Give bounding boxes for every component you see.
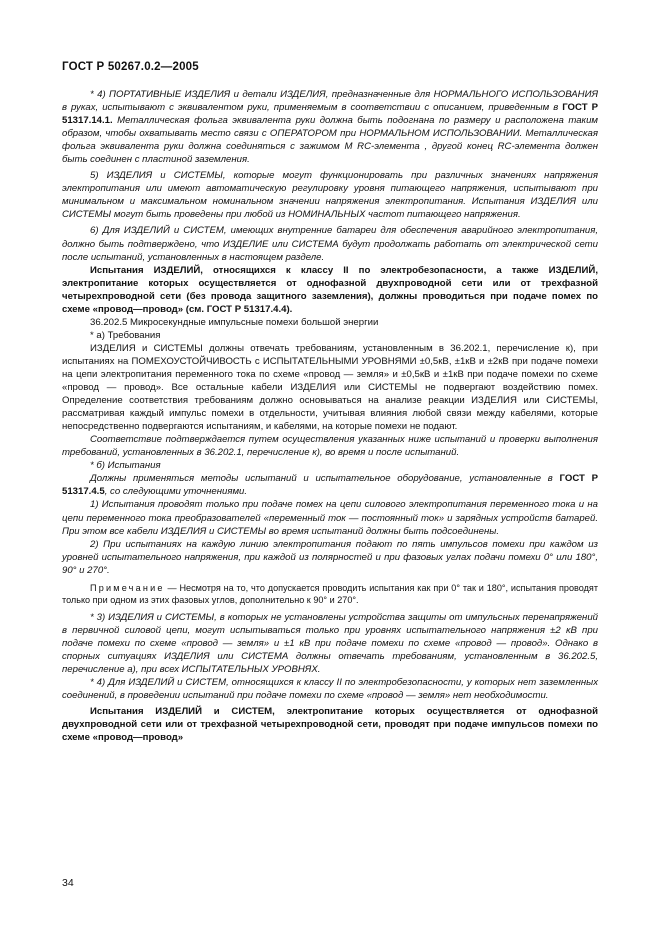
- paragraph-internal-batteries: 6) Для ИЗДЕЛИЙ и СИСТЕМ, имеющих внутренние батареи для обеспечения аварийного электропитания, должно быть подтверждено, что ИЗДЕЛИЕ или СИСТЕМА будут продолжать работать от электрической сети после испытаний, установленных в настоящем разделе.: [62, 225, 598, 263]
- section-heading-surge: 36.202.5 Микросекундные импульсные помехи большой энергии: [90, 316, 379, 328]
- text-segment: * 4) ПОРТАТИВНЫЕ ИЗДЕЛИЯ и детали ИЗДЕЛИЯ, предназначенные для НОРМАЛЬНОГО ИСПОЛЬЗОВАНИЯ в руках, испытывают с эквивалентом руки, применяемым в соответствии с описанием, приведенным в: [62, 89, 598, 114]
- page-number: 34: [62, 877, 74, 889]
- page-body: [62, 88, 598, 744]
- subheading-tests: * б) Испытания: [90, 460, 161, 472]
- paragraph-compliance: Соответствие подтверждается путем осуществления указанных ниже испытаний и проверки выполнения требований, установленных в 36.202.1, перечисление к), во время и после испытаний.: [62, 434, 598, 459]
- paragraph-test-item-2: 2) При испытаниях на каждую линию электропитания подают по пять импульсов помехи при каждом из уровней испытательного напряжения, при каждой из полярностей и при фазовых углах подачи помехи 0° или 180°, 90° и 270°.: [62, 538, 598, 576]
- paragraph-class-ii-tests: Испытания ИЗДЕЛИЙ, относящихся к классу II по электробезопасности, а также ИЗДЕЛИЙ, электропитание которых осуществляется от однофазной двухпроводной сети или от трехфазной четырехпроводной сети (без провода защитного заземления), должны проводиться при подаче помех по схеме «провод—провод» (см. ГОСТ Р 51317.4.4).: [62, 264, 598, 315]
- document-header: ГОСТ Р 50267.0.2—2005: [62, 61, 199, 73]
- standard-reference: ГОСТ Р 51317.14.1.: [62, 102, 598, 127]
- standard-reference: ГОСТ Р 51317.4.5: [62, 473, 598, 498]
- paragraph-requirements: ИЗДЕЛИЯ и СИСТЕМЫ должны отвечать требованиям, установленным в 36.202.1, перечисление к), при испытаниях на ПОМЕХОУСТОЙЧИВОСТЬ с ИСПЫТАТЕЛЬНЫМИ УРОВНЯМИ ±0,5кВ, ±1кВ и ±2кВ при подаче помехи на цепи электропитания переменного тока по схеме «провод — земля» и ±0,5кВ и ±1кВ при подаче помехи по схеме «провод — провод». Все остальные кабели ИЗДЕЛИЯ или СИСТЕМЫ не подвергают воздействию помех. Определение соответствия требованиям должно основываться на анализе реакции ИЗДЕЛИЯ или СИСТЕМЫ, рассматривая каждый импульс помехи в отдельности, учитывая влияния любой связи между кабелями, которые непосредственно подвергаются испытаниям, и кабелями, на которые помехи не подают.: [62, 342, 598, 433]
- paragraph-portable-devices: [62, 88, 598, 166]
- paragraph-voltage-variation: 5) ИЗДЕЛИЯ и СИСТЕМЫ, которые могут функционировать при различных значениях напряжения электропитания или имеют автоматическую регулировку уровня питающего напряжения, испытывают при минимальном и максимальном номинальном значении напряжения электропитания. Испытания ИЗДЕЛИЯ или СИСТЕМЫ могут быть проведены при любой из НОМИНАЛЬНЫХ частот питающего напряжения.: [62, 170, 598, 221]
- text-segment: Металлическая фольга эквивалента руки должна быть подогнана по размеру и расположена таким образом, чтобы охватывать место связи с ОПЕРАТОРОМ при НОРМАЛЬНОМ ИСПОЛЬЗОВАНИИ. Металлическая фольга эквивалента руки должна соединяться с зажимом M RC-элемента , другой конец RC-элемента должен быть соединен с пластиной заземления.: [62, 115, 598, 166]
- note-text: — Несмотря на то, что допускается проводить испытания как при 0° так и 180°, испытания проводят только при одном из этих фазовых углов, дополнительно к 90° и 270°.: [62, 582, 599, 606]
- text-segment: , со следующими уточнениями.: [104, 486, 248, 498]
- note: [62, 582, 598, 607]
- note-label: Примечание: [90, 582, 165, 593]
- paragraph-test-item-3: * 3) ИЗДЕЛИЯ и СИСТЕМЫ, в которых не установлены устройства защиты от импульсных перенапряжений в первичной силовой цепи, могут испытываться только при уровнях испытательного напряжения ±2 кВ при подаче помехи по схеме «провод — земля» и ±1 кВ при подаче помехи по схеме «провод — провод». Однако в спорных ситуациях ИЗДЕЛИЯ или СИСТЕМА должны отвечать требованиям, установленным в 36.202.5, перечисление а), при всех ИСПЫТАТЕЛЬНЫХ УРОВНЯХ.: [62, 611, 598, 675]
- paragraph-test-methods: [62, 472, 598, 498]
- subheading-requirements: * а) Требования: [90, 329, 161, 341]
- paragraph-test-item-4: * 4) Для ИЗДЕЛИЙ и СИСТЕМ, относящихся к классу II по электробезопасности, у которых нет заземленных соединений, в проведении испытаний при подаче помехи по схеме «провод — земля» нет необходимости.: [62, 676, 598, 701]
- paragraph-test-item-1: 1) Испытания проводят только при подаче помех на цепи силового электропитания переменного тока и на цепи переменного тока преобразователей «переменный ток — постоянный ток» и зарядных устройств батарей. При этом все кабели ИЗДЕЛИЯ и СИСТЕМЫ во время испытаний должны быть подсоединены.: [62, 499, 598, 537]
- paragraph-line-to-line-tests: Испытания ИЗДЕЛИЙ и СИСТЕМ, электропитание которых осуществляется от однофазной двухпроводной сети или от трехфазной четырехпроводной сети, проводят при подаче импульсов помехи по схеме «провод—провод»: [62, 705, 598, 743]
- text-segment: Должны применяться методы испытаний и испытательное оборудование, установленные в: [90, 473, 560, 485]
